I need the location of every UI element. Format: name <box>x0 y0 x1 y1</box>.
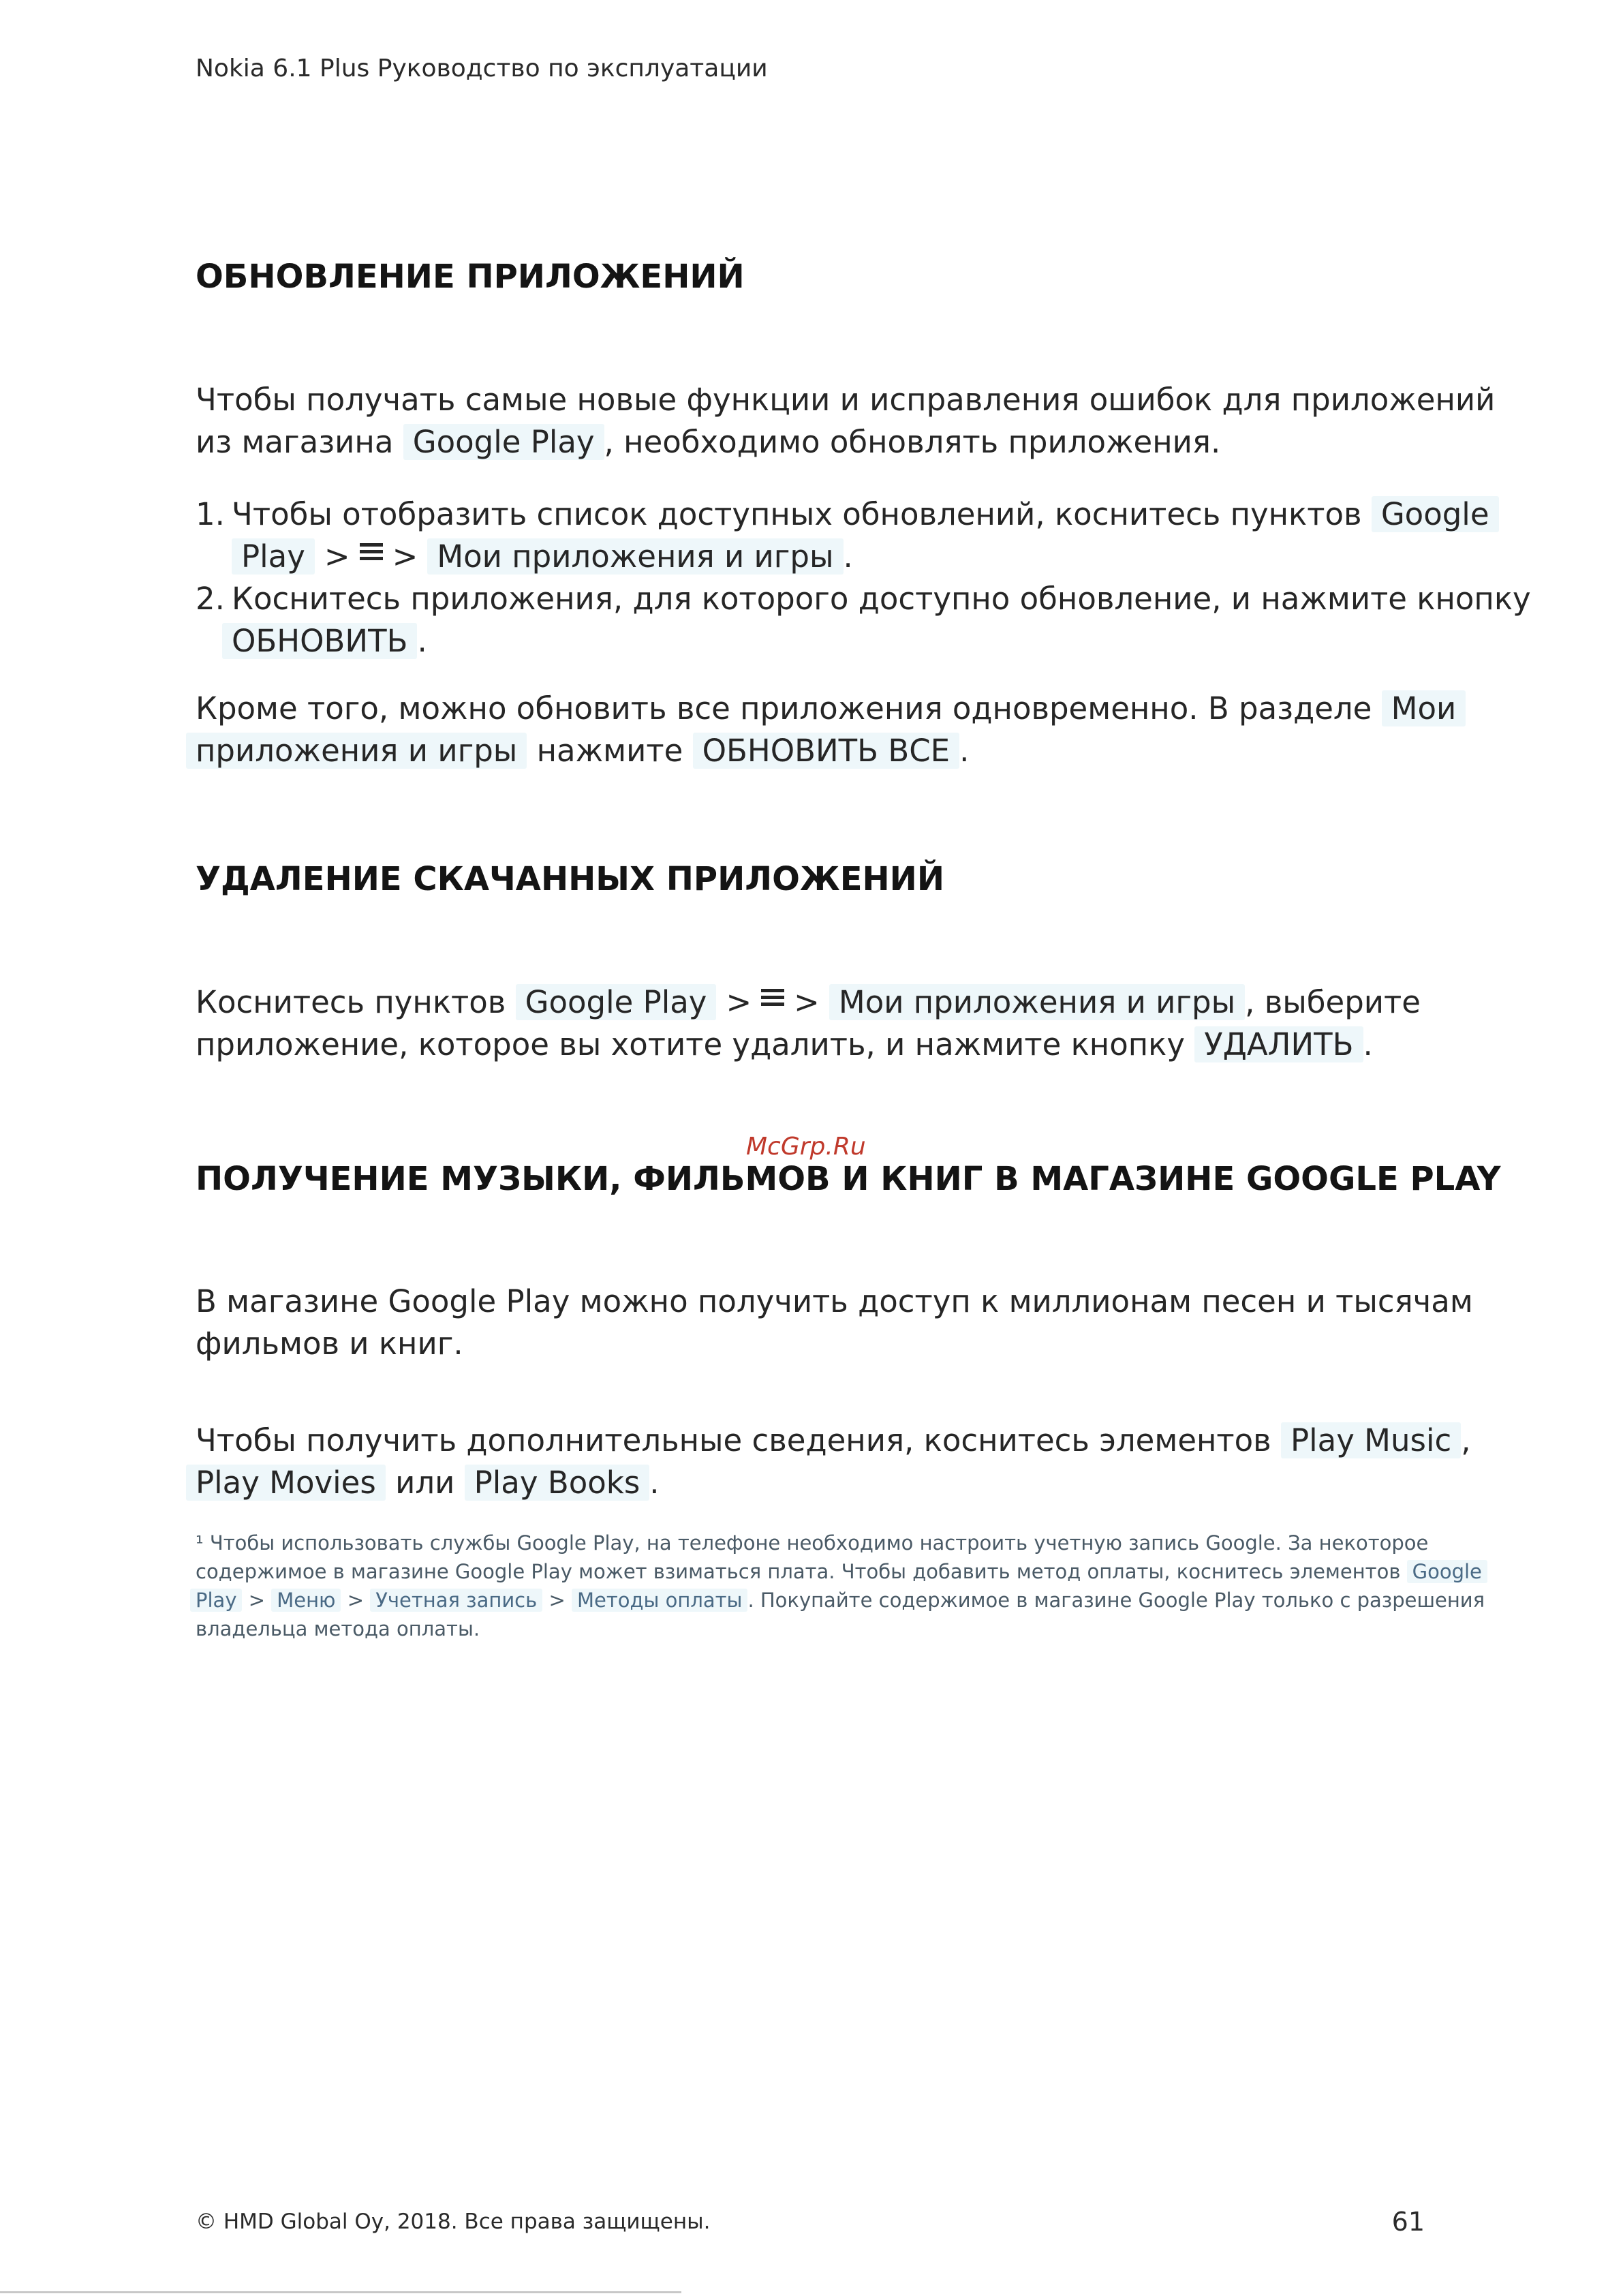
footnote-line-1: ¹ Чтобы использовать службы Google Play, на телефоне необходимо настроить учетную запись Google. За некоторое <box>196 1531 1429 1555</box>
media-p1-line-2: фильмов и книг. <box>196 1326 463 1362</box>
ui-play-music: Play Music <box>1281 1422 1461 1458</box>
step-2-line-2: ОБНОВИТЬ . <box>196 620 427 662</box>
intro-line-2: из магазина Google Play , необходимо обновлять приложения. <box>196 424 1221 460</box>
media-p1-line-1: В магазине Google Play можно получить доступ к миллионам песен и тысячам <box>196 1283 1473 1319</box>
ui-update-button: ОБНОВИТЬ <box>222 623 417 659</box>
section-title-remove-apps: УДАЛЕНИЕ СКАЧАННЫХ ПРИЛОЖЕНИЙ <box>196 860 945 898</box>
menu-icon <box>761 989 784 1007</box>
ui-play-movies: Play Movies <box>186 1465 386 1501</box>
footnote-line-3: Play > Меню > Учетная запись > Методы оплаты . Покупайте содержимое в магазине Google Play только с разрешения <box>196 1586 1485 1614</box>
intro-line-1: Чтобы получать самые новые функции и исправления ошибок для приложений <box>196 382 1496 418</box>
watermark: McGrp.Ru <box>746 1133 866 1161</box>
document-header: Nokia 6.1 Plus Руководство по эксплуатации <box>196 55 768 82</box>
section-title-update-apps: ОБНОВЛЕНИЕ ПРИЛОЖЕНИЙ <box>196 258 745 296</box>
ui-google-play: Google <box>1372 496 1499 532</box>
copyright: © HMD Global Oy, 2018. Все права защищены. <box>196 2209 711 2234</box>
ui-google-play: Google Play <box>516 984 717 1020</box>
section-title-music-movies-books: ПОЛУЧЕНИЕ МУЗЫКИ, ФИЛЬМОВ И КНИГ В МАГАЗИНЕ GOOGLE PLAY <box>196 1160 1501 1198</box>
ui-update-all-button: ОБНОВИТЬ ВСЕ <box>693 733 959 769</box>
remove-line-2: приложение, которое вы хотите удалить, и нажмите кнопку УДАЛИТЬ . <box>196 1026 1373 1062</box>
ui-play: Play <box>232 538 315 575</box>
remove-line-1: Коснитесь пунктов Google Play > > Мои приложения и игры , выберите <box>196 984 1421 1020</box>
ui-my-apps-games: Мои приложения и игры <box>427 538 843 575</box>
page-number: 61 <box>1391 2207 1425 2237</box>
ui-apps-and-games: приложения и игры <box>186 733 527 769</box>
menu-icon <box>360 543 383 561</box>
update-all-line-2: приложения и игры нажмите ОБНОВИТЬ ВСЕ . <box>196 730 969 772</box>
bottom-divider <box>0 2291 681 2293</box>
media-p2-line-1: Чтобы получить дополнительные сведения, коснитесь элементов Play Music , <box>196 1422 1471 1458</box>
ui-my-apps: Мои <box>1382 690 1466 726</box>
step-1-line-1: 1. Чтобы отобразить список доступных обновлений, коснитесь пунктов Google <box>196 493 1499 536</box>
step-1-line-2: Play > > Мои приложения и игры . <box>196 536 853 578</box>
media-p2-line-2: Play Movies или Play Books . <box>196 1462 660 1504</box>
ui-delete-button: УДАЛИТЬ <box>1194 1026 1363 1062</box>
ui-play-books: Play Books <box>465 1465 650 1501</box>
ui-google-play: Google Play <box>403 424 604 460</box>
step-2-line-1: 2. Коснитесь приложения, для которого доступно обновление, и нажмите кнопку <box>196 581 1531 617</box>
footnote-line-2: содержимое в магазине Google Play может взиматься плата. Чтобы добавить метод оплаты, коснитесь элементов Google <box>196 1557 1487 1586</box>
ui-my-apps-games: Мои приложения и игры <box>829 984 1245 1020</box>
footnote-line-4: владельца метода оплаты. <box>196 1617 480 1640</box>
update-all-line-1: Кроме того, можно обновить все приложения одновременно. В разделе Мои <box>196 688 1466 730</box>
